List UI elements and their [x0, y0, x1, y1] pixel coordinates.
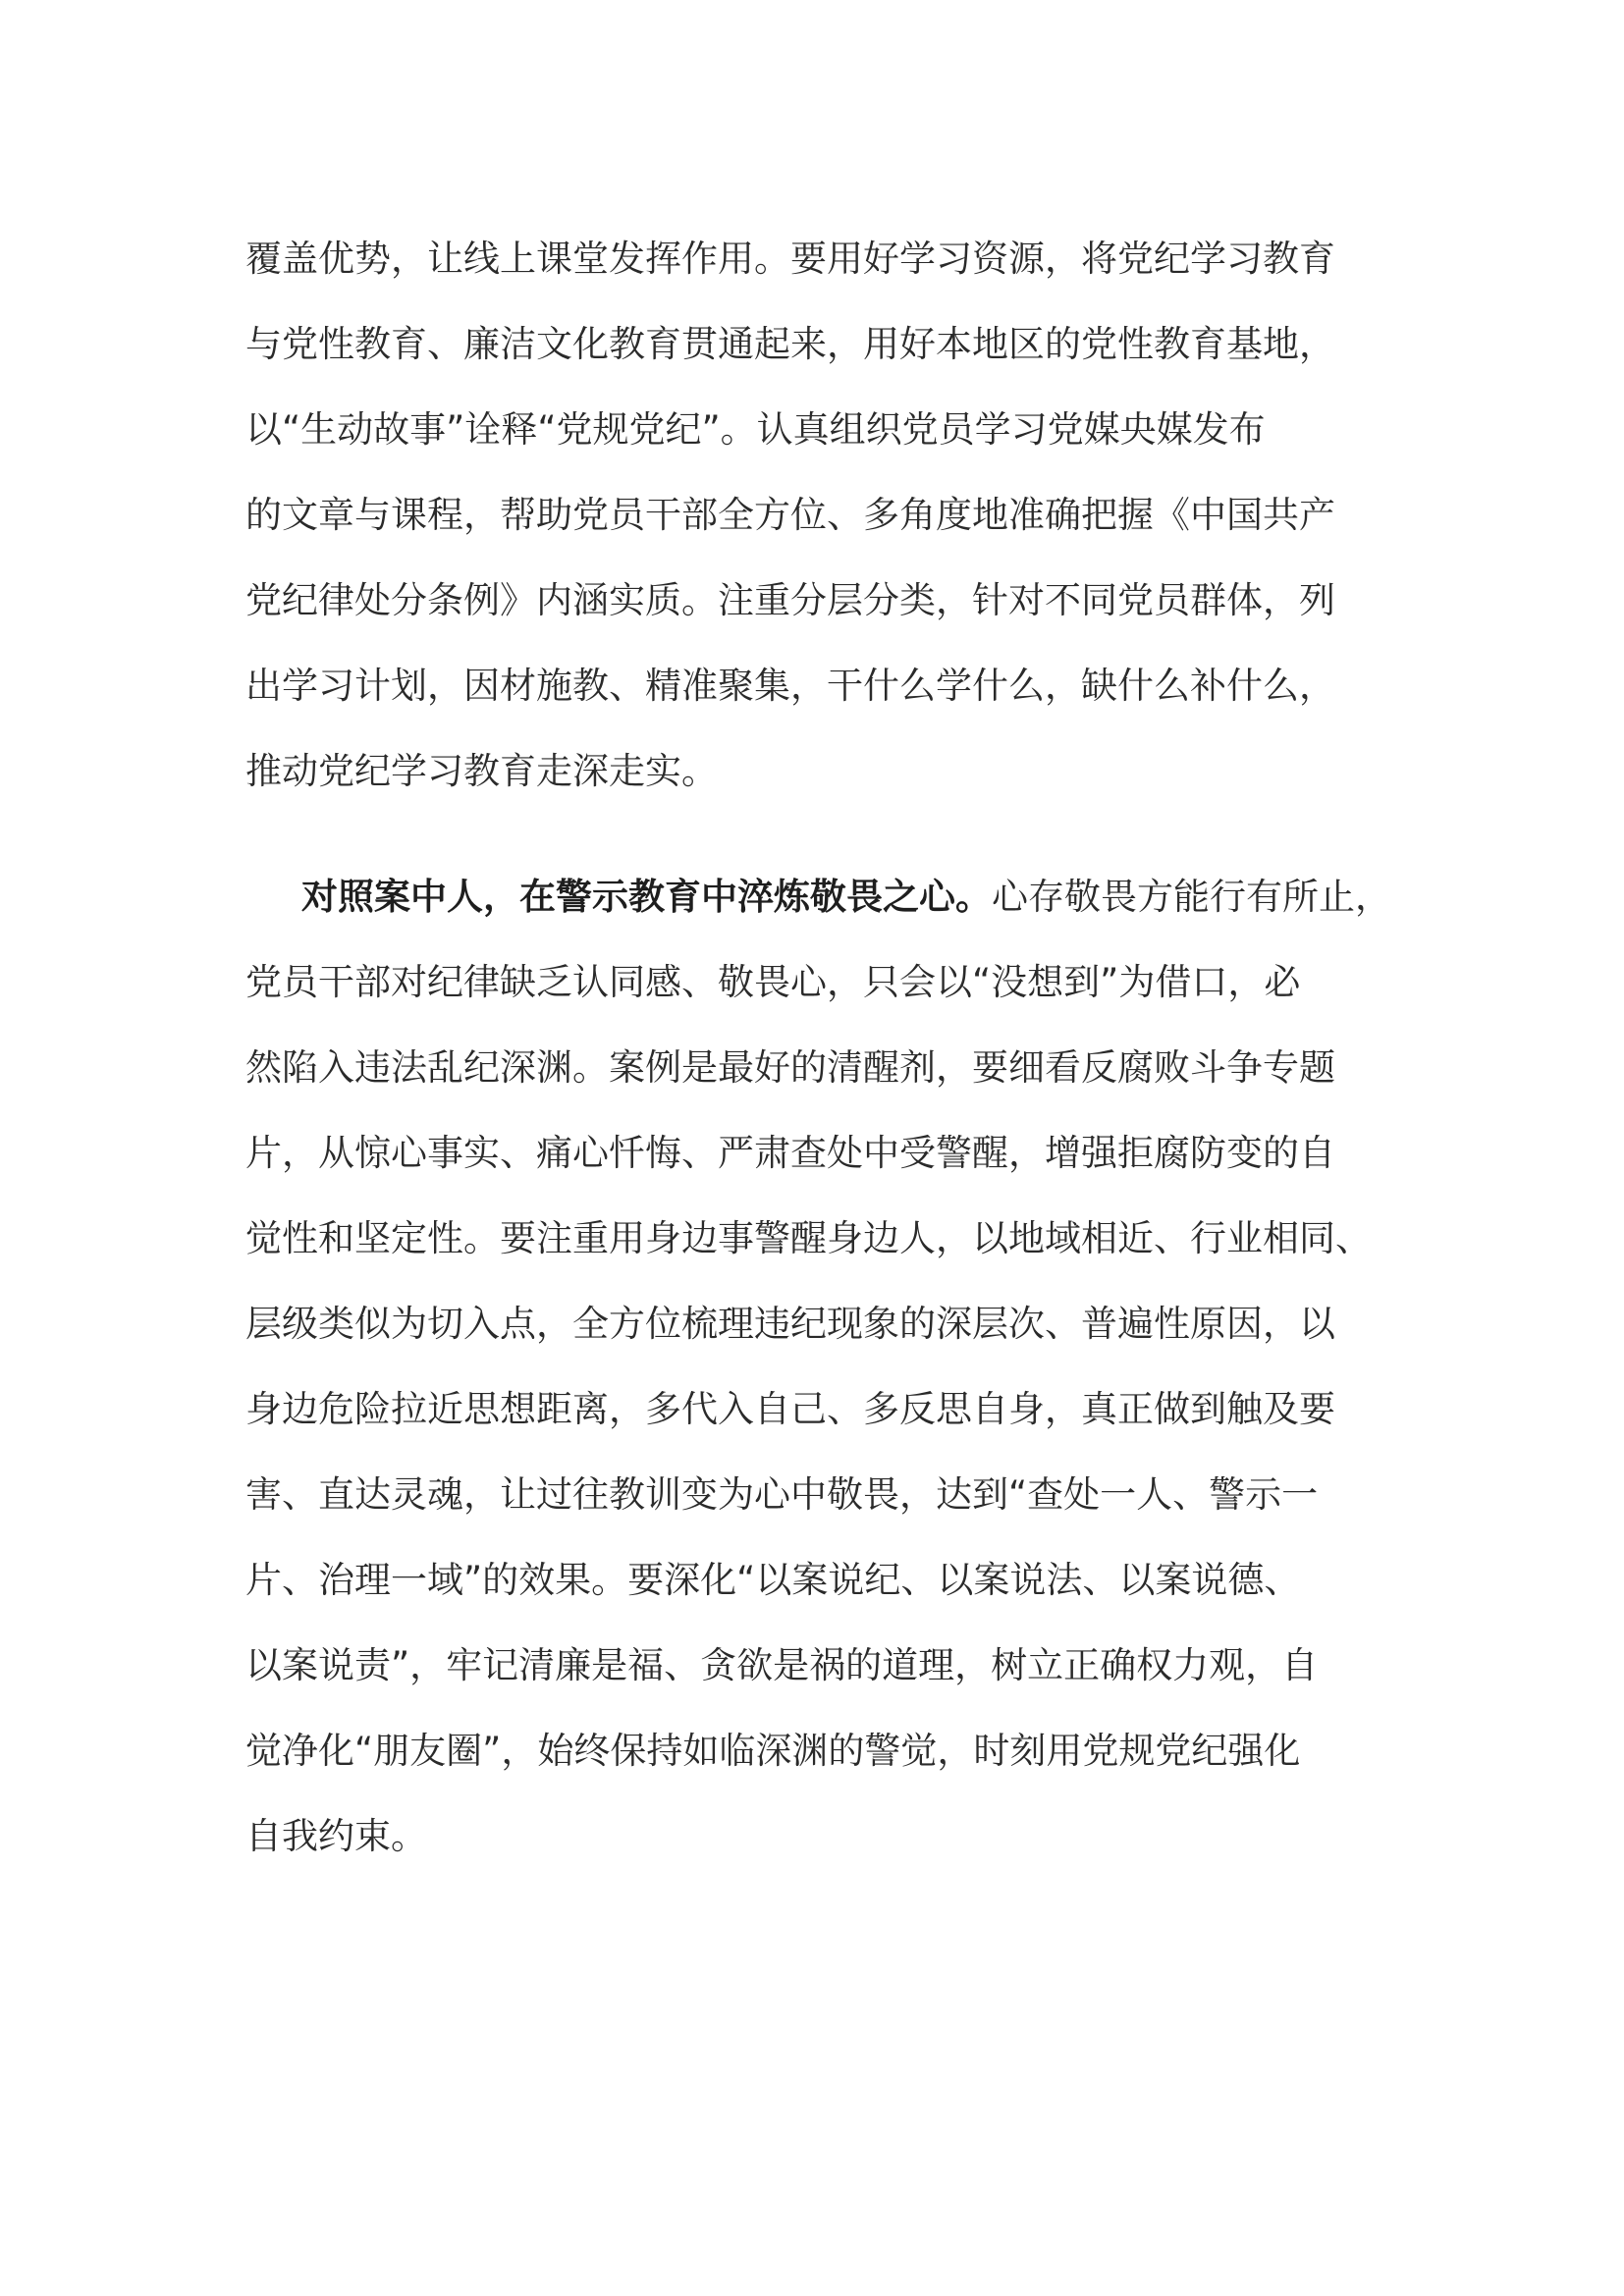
paragraph-line: 党纪律处分条例》内涵实质。注重分层分类，针对不同党员群体，列: [245, 579, 1335, 621]
paragraph-line: 覆盖优势，让线上课堂发挥作用。要用好学习资源，将党纪学习教育: [245, 238, 1335, 280]
paragraph-heading: 对照案中人，在警示教育中淬炼敬畏之心。: [301, 876, 992, 918]
paragraph-line: 自我约束。: [245, 1815, 427, 1857]
paragraph-first-line-text: 心存敬畏方能行有所止，: [992, 876, 1391, 918]
paragraph-line: 片、治理一域”的效果。要深化“以案说纪、以案说法、以案说德、: [245, 1559, 1301, 1601]
paragraph-line: 害、直达灵魂，让过往教训变为心中敬畏，达到“查处一人、警示一: [245, 1473, 1319, 1516]
paragraph-line: 身边危险拉近思想距离，多代入自己、多反思自身，真正做到触及要: [245, 1388, 1335, 1430]
paragraph-first-line: [245, 854, 1404, 939]
paragraph-line: 觉性和坚定性。要注重用身边事警醒身边人，以地域相近、行业相同、: [245, 1217, 1372, 1259]
paragraph-line: 与党性教育、廉洁文化教育贯通起来，用好本地区的党性教育基地，: [245, 323, 1335, 365]
paragraph-line: 以案说责”，牢记清廉是福、贪欲是祸的道理，树立正确权力观，自: [245, 1644, 1319, 1686]
paragraph-warning-education: [245, 854, 1404, 1879]
paragraph-line: 觉净化“朋友圈”，始终保持如临深渊的警觉，时刻用党规党纪强化: [245, 1730, 1301, 1772]
paragraph-line: 以“生动故事”诠释“党规党纪”。认真组织党员学习党媒央媒发布: [245, 408, 1266, 451]
paragraph-line: 层级类似为切入点，全方位梳理违纪现象的深层次、普遍性原因，以: [245, 1303, 1335, 1345]
paragraph-line: 推动党纪学习教育走深走实。: [245, 750, 718, 792]
paragraph-line: 片，从惊心事实、痛心忏悔、严肃查处中受警醒，增强拒腐防变的自: [245, 1132, 1335, 1174]
paragraph-line: 的文章与课程，帮助党员干部全方位、多角度地准确把握《中国共产: [245, 494, 1335, 536]
paragraph-resources: [245, 216, 1404, 814]
paragraph-line: 出学习计划，因材施教、精准聚集，干什么学什么，缺什么补什么，: [245, 665, 1335, 707]
paragraph-line: 然陷入违法乱纪深渊。案例是最好的清醒剂，要细看反腐败斗争专题: [245, 1046, 1335, 1089]
paragraph-line: 党员干部对纪律缺乏认同感、敬畏心，只会以“没想到”为借口，必: [245, 961, 1301, 1003]
